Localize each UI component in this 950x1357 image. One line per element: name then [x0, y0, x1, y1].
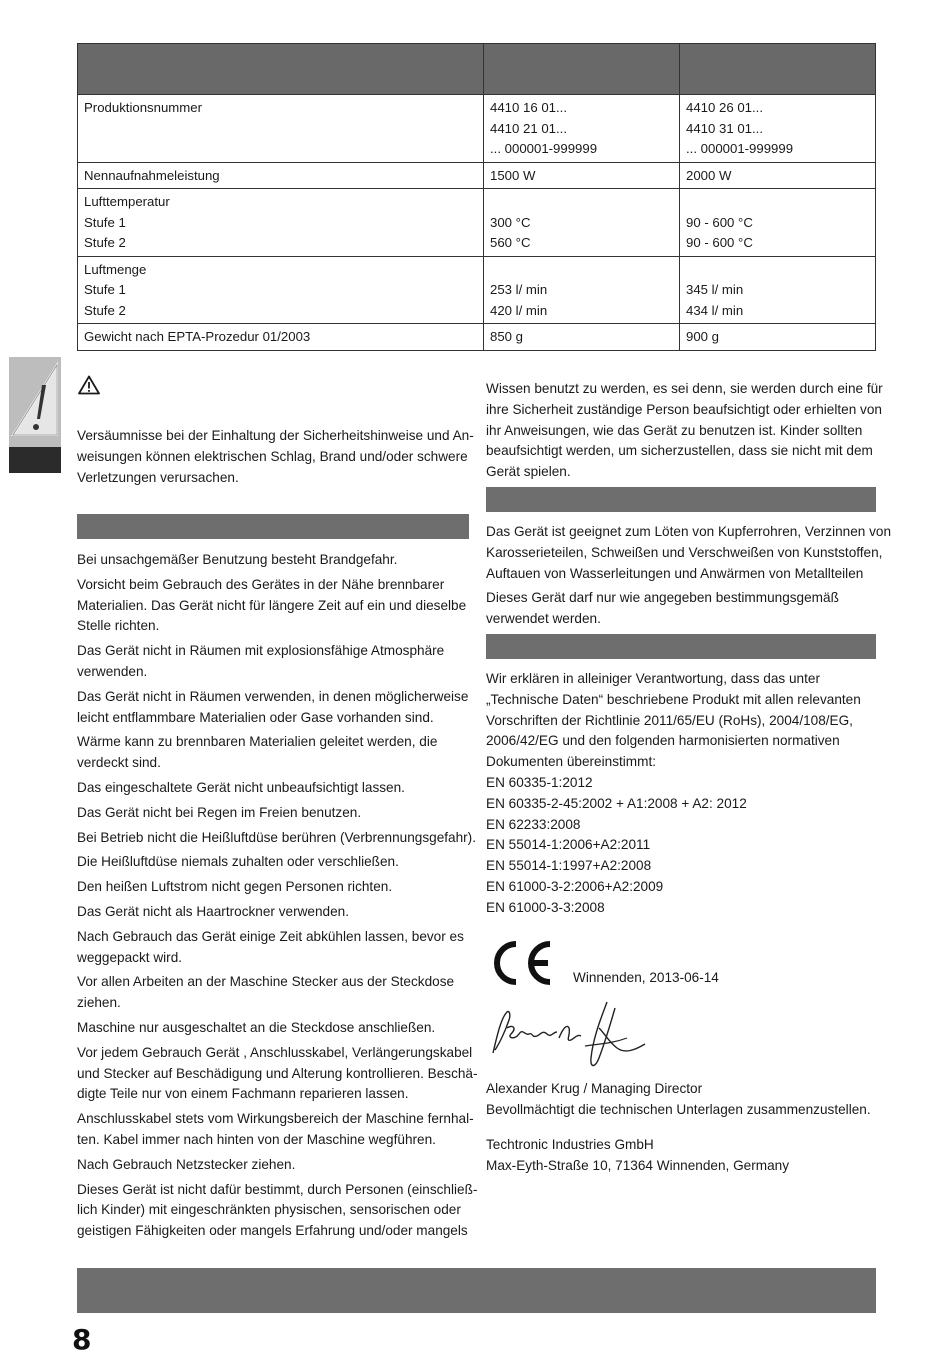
cell-line: 90 - 600 °C: [686, 235, 753, 250]
table-cell: [78, 162, 484, 189]
cell-line: 2000 W: [686, 167, 732, 183]
table-cell: [484, 324, 680, 351]
text-line: Das Gerät nicht bei Regen im Freien benutzen.: [77, 804, 362, 820]
safety-paragraph: [77, 828, 476, 849]
warning-text-line: Verletzungen verursachen.: [77, 469, 239, 485]
safety-paragraph: [77, 641, 469, 683]
safety-text-line: ihre Sicherheit zuständige Person beaufsichtigt oder erhielten von: [486, 401, 882, 417]
warning-side-tab: [9, 357, 61, 473]
conformity-line: Vorschriften der Richtlinie 2011/65/EU (RoHs), 2004/108/EG,: [486, 712, 853, 728]
conformity-line: EN 55014-1:2006+A2:2011: [486, 837, 651, 853]
text-line: weggepackt wird.: [77, 949, 183, 965]
section-header-bar: [486, 634, 876, 659]
table-cell: [78, 189, 484, 257]
cell-line: 560 °C: [490, 235, 531, 250]
footer-bar: [77, 1268, 876, 1313]
table-header-cell: [680, 44, 876, 95]
safety-text-line: ihr Anweisungen, wie das Gerät zu benutzen ist. Kinder sollten: [486, 422, 863, 438]
cell-line: Gewicht nach EPTA-Prozedur 01/2003: [84, 329, 311, 344]
safety-paragraph: [77, 877, 469, 898]
cell-line: 900 g: [686, 329, 720, 344]
usage-paragraph: [486, 522, 892, 584]
safety-paragraph: [77, 1018, 469, 1039]
text-line: Stelle richten.: [77, 618, 160, 634]
signature-image: [487, 998, 657, 1078]
conformity-line: Wir erklären in alleiniger Verantwortung, dass das unter: [486, 671, 820, 686]
cell-line: Nennaufnahmeleistung: [84, 167, 220, 183]
section-header-bar: [77, 514, 469, 539]
text-line: digte Teile nur von einem Fachmann reparieren lassen.: [77, 1086, 409, 1102]
safety-paragraph: [77, 927, 469, 969]
cell-line: [686, 260, 869, 281]
safety-paragraph: [77, 575, 469, 637]
text-line: verwenden.: [77, 663, 148, 679]
signatory-name: Alexander Krug / Managing Director: [486, 1081, 703, 1096]
cell-line: 4410 31 01...: [686, 120, 763, 136]
cell-line: 4410 21 01...: [490, 120, 567, 136]
table-cell: [78, 256, 484, 324]
text-line: Das eingeschaltete Gerät nicht unbeaufsichtigt lassen.: [77, 779, 405, 795]
table-row: [78, 95, 876, 163]
company-street: Max-Eyth-Straße 10, 71364 Winnenden, Germany: [486, 1157, 789, 1173]
cell-line: 434 l/ min: [686, 302, 744, 318]
company-name: Techtronic Industries GmbH: [486, 1137, 654, 1152]
conformity-line: 2006/42/EG und den folgenden harmonisierten normativen: [486, 733, 840, 749]
text-line: Das Gerät nicht als Haartrockner verwenden.: [77, 903, 349, 919]
text-line: Vorsicht beim Gebrauch des Gerätes in der Nähe brennbarer: [77, 576, 445, 592]
table-cell: [78, 324, 484, 351]
text-line: Auftauen von Wasserleitungen und Anwärmen von Metallteilen: [486, 565, 864, 581]
warning-intro: [77, 426, 474, 488]
text-line: ziehen.: [77, 995, 121, 1011]
text-line: Dieses Gerät darf nur wie angegeben bestimmungsgemäß: [486, 590, 839, 606]
section-header-bar: [486, 487, 876, 512]
text-line: verdeckt sind.: [77, 755, 161, 771]
cell-line: 420 l/ min: [490, 302, 548, 318]
cell-line: 345 l/ min: [686, 282, 744, 297]
text-line: Maschine nur ausgeschaltet an die Steckdose anschließen.: [77, 1019, 436, 1035]
table-row: [78, 162, 876, 189]
conformity-line: EN 62233:2008: [486, 816, 581, 832]
cell-line: Stufe 1: [84, 282, 126, 297]
exclamation-triangle-icon: [9, 357, 61, 447]
conformity-line: EN 61000-3-2:2006+A2:2009: [486, 878, 664, 894]
safety-text-line: Wissen benutzt zu werden, es sei denn, sie werden durch eine für: [486, 381, 883, 396]
safety-instructions-continued: [486, 379, 883, 483]
cell-line: 300 °C: [490, 214, 531, 230]
technical-data-table: [77, 43, 876, 351]
warning-text-line: weisungen können elektrischen Schlag, Brand und/oder schwere: [77, 448, 468, 464]
cell-line: Produktionsnummer: [84, 100, 203, 115]
cell-line: Stufe 1: [84, 214, 126, 230]
text-line: leicht entflammbare Materialien oder Gase vorhanden sind.: [77, 709, 434, 725]
cell-line: 90 - 600 °C: [686, 214, 753, 230]
safety-paragraph: [77, 1180, 478, 1242]
safety-paragraph: [77, 852, 469, 873]
table-cell: [680, 162, 876, 189]
conformity-declaration: [486, 669, 876, 919]
conformity-line: EN 61000-3-3:2008: [486, 899, 605, 915]
table-cell: [680, 95, 876, 163]
safety-paragraph: [77, 687, 469, 729]
usage-paragraph: [486, 588, 876, 630]
text-line: Das Gerät nicht in Räumen verwenden, in denen möglicherweise: [77, 688, 469, 704]
conformity-line: EN 60335-2-45:2002 + A1:2008 + A2: 2012: [486, 795, 747, 811]
safety-paragraph: [77, 803, 469, 824]
text-line: Vor allen Arbeiten an der Maschine Stecker aus der Steckdose: [77, 974, 455, 990]
text-line: Bei Betrieb nicht die Heißluftdüse berühren (Verbrennungsgefahr).: [77, 829, 476, 845]
table-cell: [484, 256, 680, 324]
text-line: Den heißen Luftstrom nicht gegen Personen richten.: [77, 879, 393, 895]
text-line: Dieses Gerät ist nicht dafür bestimmt, durch Personen (einschließ-: [77, 1181, 478, 1197]
cell-line: Stufe 2: [84, 235, 126, 250]
cell-line: 253 l/ min: [490, 282, 548, 297]
text-line: Das Gerät nicht in Räumen mit explosionsfähige Atmosphäre: [77, 643, 445, 659]
safety-paragraph: [77, 902, 469, 923]
text-line: lich Kinder) mit eingeschränkten physischen, sensorischen oder: [77, 1202, 461, 1218]
table-cell: [484, 95, 680, 163]
warning-text-line: Versäumnisse bei der Einhaltung der Sicherheitshinweise und An-: [77, 428, 474, 443]
table-header-cell: [78, 44, 484, 95]
safety-paragraph: [77, 778, 469, 799]
text-line: Wärme kann zu brennbaren Materialien geleitet werden, die: [77, 734, 438, 750]
place-and-date: Winnenden, 2013-06-14: [573, 970, 719, 985]
text-line: Karosserieteilen, Schweißen und Verschweißen von Kunststoffen,: [486, 544, 883, 560]
table-header-cell: [484, 44, 680, 95]
table-row: [78, 256, 876, 324]
cell-line: Stufe 2: [84, 302, 126, 318]
cell-line: Lufttemperatur: [84, 194, 170, 209]
safety-instructions: [77, 550, 478, 1246]
safety-paragraph: [77, 1155, 469, 1176]
table-row: [78, 324, 876, 351]
safety-text-line: beaufsichtigt werden, um sicherzustellen, dass sie nicht mit dem: [486, 443, 873, 459]
safety-paragraph: [77, 1043, 478, 1105]
text-line: verwendet werden.: [486, 611, 601, 627]
warning-triangle-icon: [78, 375, 100, 395]
safety-paragraph: [77, 972, 469, 1014]
table-cell: [680, 256, 876, 324]
cell-line: ... 000001-999999: [686, 141, 794, 156]
conformity-line: Dokumenten übereinstimmt:: [486, 754, 656, 770]
text-line: ten. Kabel immer nach hinten von der Maschine wegführen.: [77, 1131, 436, 1147]
safety-paragraph: [77, 550, 469, 571]
text-line: und Stecker auf Beschädigung und Alterung kontrollieren. Beschä-: [77, 1065, 478, 1081]
page-number: 8: [72, 1323, 92, 1356]
table-cell: [78, 95, 484, 163]
intended-use: [486, 522, 892, 634]
authorization-note: Bevollmächtigt die technischen Unterlagen zusammenzustellen.: [486, 1101, 871, 1117]
table-cell: [680, 324, 876, 351]
text-line: geistigen Fähigkeiten oder mangels Erfahrung und/oder mangels: [77, 1223, 468, 1239]
safety-text-line: Gerät spielen.: [486, 464, 571, 480]
text-line: Anschlusskabel stets vom Wirkungsbereich der Maschine fernhal-: [77, 1111, 474, 1127]
cell-line: Luftmenge: [84, 261, 147, 277]
cell-line: 850 g: [490, 329, 524, 344]
signatory-block: [486, 1079, 871, 1121]
text-line: Bei unsachgemäßer Benutzung besteht Brandgefahr.: [77, 552, 398, 567]
text-line: Nach Gebrauch Netzstecker ziehen.: [77, 1156, 296, 1172]
text-line: Nach Gebrauch das Gerät einige Zeit abkühlen lassen, bevor es: [77, 928, 464, 944]
table-header-row: [78, 44, 876, 95]
cell-line: ... 000001-999999: [490, 141, 598, 156]
text-line: Das Gerät ist geeignet zum Löten von Kupferrohren, Verzinnen von: [486, 524, 892, 539]
conformity-line: EN 60335-1:2012: [486, 774, 593, 790]
text-line: Vor jedem Gebrauch Gerät , Anschlusskabel, Verlängerungskabel: [77, 1044, 473, 1060]
company-address: [486, 1135, 789, 1177]
text-line: Materialien. Das Gerät nicht für längere Zeit auf ein und dieselbe: [77, 597, 467, 613]
table-cell: [680, 189, 876, 257]
cell-line: 4410 16 01...: [490, 100, 567, 115]
safety-paragraph: [77, 1109, 474, 1151]
cell-line: 1500 W: [490, 167, 536, 183]
safety-paragraph: [77, 732, 469, 774]
table-row: [78, 189, 876, 257]
ce-mark-icon: [488, 940, 554, 986]
conformity-line: „Technische Daten“ beschriebene Produkt mit allen relevanten: [486, 691, 861, 707]
cell-line: 4410 26 01...: [686, 100, 763, 115]
cell-line: [686, 192, 869, 213]
table-cell: [484, 189, 680, 257]
cell-line: [490, 192, 673, 213]
table-cell: [484, 162, 680, 189]
cell-line: [490, 260, 673, 281]
text-line: Die Heißluftdüse niemals zuhalten oder verschließen.: [77, 854, 399, 870]
conformity-line: EN 55014-1:1997+A2:2008: [486, 858, 652, 874]
